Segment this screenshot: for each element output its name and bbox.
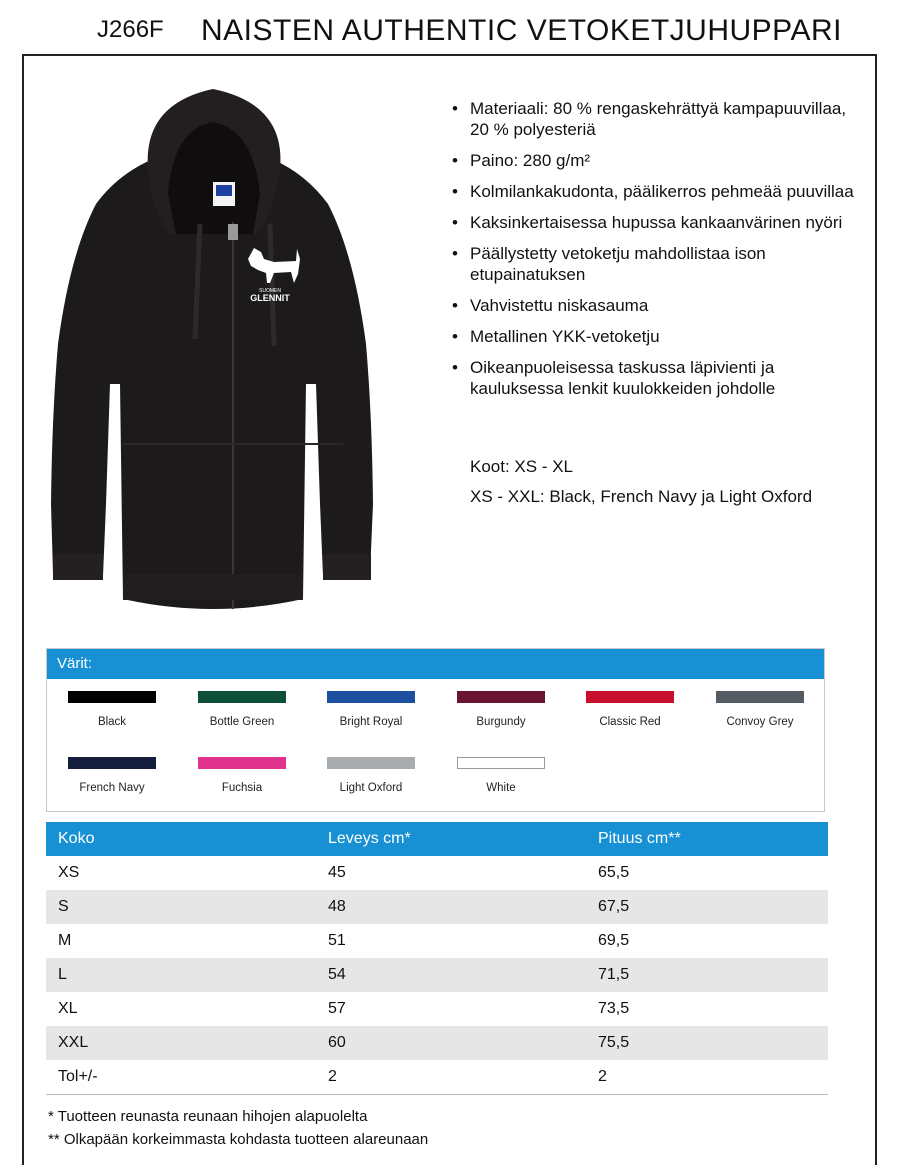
feature-item: • Metallinen YKK-vetoketju [448,326,868,347]
table-row [46,1060,828,1095]
swatch-label: Convoy Grey [726,716,794,728]
colors-panel [46,648,825,812]
table-cell: 2 [586,1060,828,1095]
swatch-color [68,691,156,703]
feature-item: • Vahvistettu niskasauma [448,295,868,316]
color-swatch-light-oxford [316,757,426,794]
table-cell: 75,5 [586,1026,828,1060]
color-swatch-white [446,757,556,794]
swatch-color [68,757,156,769]
color-swatch-french-navy [57,757,167,794]
logo-big-text: GLENNIT [250,293,290,303]
table-row [46,1026,828,1060]
swatch-label: French Navy [79,782,145,794]
column-header: Koko [46,822,316,856]
swatch-color [198,757,286,769]
hoodie-image [48,84,378,619]
feature-list [448,98,868,409]
color-swatch-classic-red [575,691,685,728]
feature-item: • Oikeanpuoleisessa taskussa läpivienti ja kauluksessa lenkit kuulokkeiden johdolle [448,357,868,399]
feature-item: • Materiaali: 80 % rengaskehrättyä kampapuuvillaa, 20 % polyesteriä [448,98,868,140]
extended-sizes-colors: XS - XXL: Black, French Navy ja Light Oxford [470,487,813,506]
swatch-color [716,691,804,703]
logo-small-text: SUOMEN [259,288,281,294]
swatch-label: Fuchsia [221,782,263,794]
color-swatch-convoy-grey [705,691,815,728]
column-header: Leveys cm* [316,822,586,856]
table-cell: XS [58,864,80,881]
table-cell: 45 [328,864,346,881]
feature-item: • Paino: 280 g/m² [448,150,868,171]
colors-heading: Värit: [47,649,824,679]
table-cell: 2 [316,1060,586,1095]
table-cell: XL [58,1000,78,1017]
column-header: Pituus cm** [586,822,828,856]
table-header-row [46,822,828,856]
table-cell: M [58,932,72,949]
table-row [46,924,828,958]
table-cell: 65,5 [598,864,630,881]
footnote-length: ** Olkapään korkeimmasta kohdasta tuotteen alareunaan [48,1131,429,1148]
swatch-color [457,691,545,703]
product-title: NAISTEN AUTHENTIC VETOKETJUHUPPARI [201,14,842,47]
table-cell: 71,5 [586,958,828,992]
color-swatch-bright-royal [316,691,426,728]
table-cell: 69,5 [598,932,630,949]
swatch-color [586,691,674,703]
table-cell: 57 [328,1000,346,1017]
feature-item: • Kolmilankakudonta, päälikerros pehmeää puuvillaa [448,181,868,202]
table-cell: XXL [46,1026,316,1060]
swatch-color [198,691,286,703]
table-cell: 67,5 [586,890,828,924]
table-cell: 73,5 [598,1000,630,1017]
size-table [46,822,828,1095]
page-header [0,0,901,54]
table-cell: 60 [316,1026,586,1060]
feature-item: • Kaksinkertaisessa hupussa kankaanvärinen nyöri [448,212,868,233]
table-row [46,890,828,924]
swatch-label: Classic Red [599,716,661,728]
swatch-color [327,691,415,703]
table-cell: L [46,958,316,992]
table-cell: Tol+/- [46,1060,316,1095]
swatch-color [457,757,545,769]
color-swatch-bottle-green [187,691,297,728]
table-row [46,958,828,992]
table-cell: S [46,890,316,924]
table-cell: 54 [316,958,586,992]
color-swatch-burgundy [446,691,556,728]
table-cell: 48 [316,890,586,924]
swatch-color [327,757,415,769]
color-swatch-fuchsia [187,757,297,794]
swatch-label: Bottle Green [209,716,275,728]
table-row [46,856,828,890]
table-cell: 51 [328,932,346,949]
feature-item: • Päällystetty vetoketju mahdollistaa ison etupainatuksen [448,243,868,285]
swatch-label: Bright Royal [339,716,403,728]
footnote-width: * Tuotteen reunasta reunaan hihojen alapuolelta [48,1108,368,1125]
swatch-label: Light Oxford [339,782,403,794]
swatch-label: Burgundy [476,716,526,728]
product-code: J266F [97,16,164,43]
swatch-label: White [486,782,516,794]
sizes-available: Koot: XS - XL [470,457,573,476]
color-swatch-black [57,691,167,728]
swatch-label: Black [97,716,127,728]
table-row [46,992,828,1026]
